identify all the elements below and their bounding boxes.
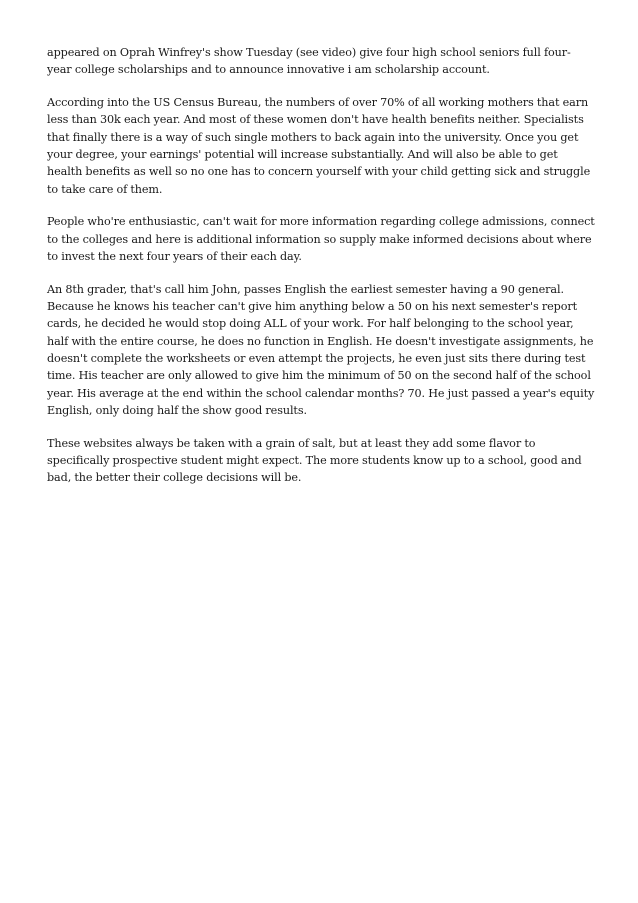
paragraph-1: appeared on Oprah Winfrey's show Tuesday (see video) give four high school seniors full four-year college scholarships and to announce innovative i am scholarship account. [47, 46, 571, 77]
document-body [47, 44, 595, 502]
paragraph-3: People who're enthusiastic, can't wait for more information regarding college admissions, connect to the colleges and here is additional information so supply make informed decisions about where to invest the next four years of their each day. [47, 215, 595, 263]
paragraph-2: According into the US Census Bureau, the numbers of over 70% of all working mothers that earn less than 30k each year. And most of these women don't have health benefits neither. Specialists that finally there is a way of such single mothers to back again into the university. Once you get your degree, your earnings' potential will increase substantially. And will also be able to get health benefits as well so no one has to concern yourself with your child getting sick and struggle to take care of them. [47, 96, 591, 196]
paragraph-5: These websites always be taken with a grain of salt, but at least they add some flavor to specifically prospective student might expect. The more students know up to a school, good and bad, the better their college decisions will be. [47, 436, 582, 485]
paragraph-4: An 8th grader, that's call him John, passes English the earliest semester having a 90 general. Because he knows his teacher can't give him anything below a 50 on his next semester's report cards, he decided he would stop doing ALL of your work. For half belonging to the school year, half with the entire course, he does no function in English. He doesn't investigate assignments, he doesn't complete the worksheets or even attempt the projects, he even just sits there during test time. His teacher are only allowed to give him the minimum of 50 on the second half of the school year. His average at the end within the school calendar months? 70. He just passed a year's equity English, only doing half the show good results. [47, 282, 595, 417]
